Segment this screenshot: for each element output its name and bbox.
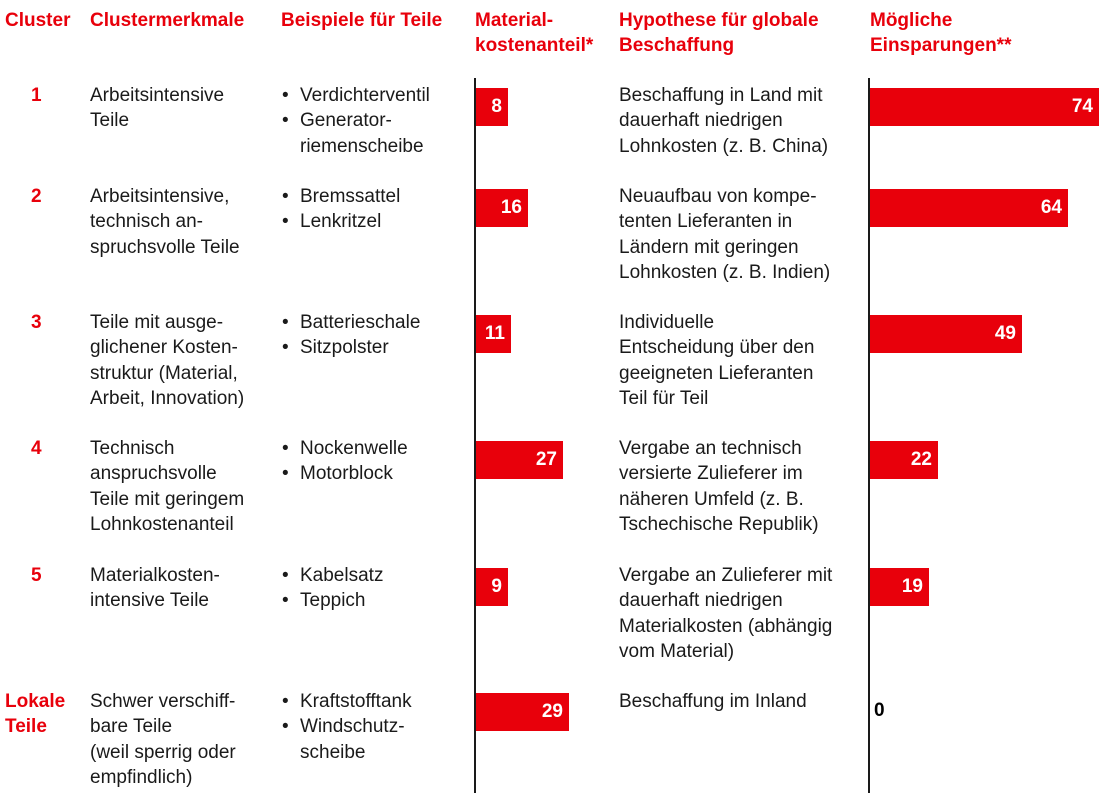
header-einsparungen-line-2: Einsparungen**: [870, 35, 1012, 56]
cluster-id: [31, 184, 42, 209]
text-line: scheibe: [300, 741, 366, 763]
text-line: Teile mit geringem: [90, 488, 245, 510]
example-parts-list: [281, 83, 430, 159]
example-parts-list: [281, 689, 412, 765]
text-line: Materialkosten-: [90, 565, 220, 586]
text-line: • Kraftstofftank: [300, 691, 412, 712]
text-line: • Lenkritzel: [300, 211, 382, 233]
text-line: • Verdichterventil: [300, 85, 430, 106]
text-line: Arbeitsintensive: [90, 85, 225, 106]
sourcing-hypothesis: [619, 436, 819, 537]
cluster-characteristics: [90, 184, 240, 260]
text-line: Ländern mit geringen: [619, 236, 799, 258]
savings-bar: [870, 189, 1068, 227]
example-part: [281, 108, 430, 159]
material-cost-bar-value: 8: [491, 96, 502, 117]
text-line: Schwer verschiff-: [90, 691, 236, 712]
text-line: intensive Teile: [90, 590, 210, 612]
sourcing-hypothesis: [619, 563, 832, 664]
text-line: glichener Kosten-: [90, 337, 238, 359]
cluster-id: [31, 83, 42, 108]
text-line: 4: [31, 438, 42, 459]
text-line: näheren Umfeld (z. B.: [619, 488, 804, 510]
material-cost-bar: [476, 189, 528, 227]
text-line: vom Material): [619, 640, 735, 662]
example-part: [281, 689, 412, 714]
text-line: Lohnkosten (z. B. China): [619, 135, 829, 157]
text-line: • Batterieschale: [300, 312, 421, 333]
header-beispiele: Beispiele für Teile: [281, 10, 443, 31]
text-line: tenten Lieferanten in: [619, 211, 793, 233]
material-cost-bar-value: 9: [491, 576, 502, 597]
sourcing-hypothesis: [619, 83, 828, 159]
cluster-characteristics: [90, 83, 224, 134]
savings-bar-value: 0: [874, 700, 885, 721]
material-cost-bar-value: 11: [484, 323, 505, 344]
savings-bar-value: 74: [1071, 96, 1093, 117]
text-line: struktur (Material,: [90, 362, 238, 384]
text-line: dauerhaft niedrigen: [619, 110, 783, 132]
text-line: Beschaffung in Land mit: [619, 85, 823, 106]
cluster-id: [5, 689, 65, 740]
savings-bar-value: 19: [901, 576, 923, 597]
text-line: Vergabe an technisch: [619, 438, 802, 459]
text-line: Vergabe an Zulieferer mit: [619, 565, 833, 586]
text-line: Neuaufbau von kompe-: [619, 186, 817, 207]
cluster-characteristics: [90, 436, 244, 537]
text-line: dauerhaft niedrigen: [619, 590, 783, 612]
savings-bar-value: 49: [994, 323, 1016, 344]
cluster-characteristics: [90, 689, 236, 790]
material-cost-bar: [476, 568, 508, 606]
cluster-id: [31, 563, 42, 588]
example-part: [281, 461, 408, 486]
sourcing-hypothesis: [619, 689, 807, 714]
text-line: • Teppich: [300, 590, 366, 612]
text-line: • Bremssattel: [300, 186, 401, 207]
text-line: 5: [31, 565, 42, 586]
material-cost-bar: [476, 693, 569, 731]
text-line: riemenscheibe: [300, 135, 424, 157]
text-line: Individuelle: [619, 312, 715, 333]
header-materialkostenanteil: [475, 8, 593, 58]
text-line: • Motorblock: [300, 463, 393, 485]
header-hypothese-line-2: Beschaffung: [619, 35, 735, 56]
cluster-id: [31, 310, 42, 335]
example-part: [281, 310, 420, 335]
text-line: Lohnkostenanteil: [90, 513, 234, 535]
example-part: [281, 83, 430, 108]
header-hypothese: [619, 8, 819, 58]
text-line: technisch an-: [90, 211, 204, 233]
cluster-id: [31, 436, 42, 461]
savings-bar: [870, 315, 1022, 353]
text-line: Teile mit ausge-: [90, 312, 224, 333]
header-einsparungen-line-1: Mögliche: [870, 10, 953, 31]
example-part: [281, 184, 400, 209]
text-line: (weil sperrig oder: [90, 741, 236, 763]
example-part: [281, 436, 408, 461]
material-cost-bar: [476, 88, 508, 126]
text-line: Tschechische Republik): [619, 513, 819, 535]
text-line: 3: [31, 312, 42, 333]
savings-bar: [870, 88, 1099, 126]
example-part: [281, 588, 383, 613]
cluster-characteristics: [90, 563, 220, 614]
savings-bar: [870, 441, 938, 479]
savings-bar-value: 64: [1040, 197, 1062, 218]
header-hypothese-line-1: Hypothese für globale: [619, 10, 819, 31]
text-line: Beschaffung im Inland: [619, 691, 807, 712]
material-cost-bar: [476, 315, 511, 353]
text-line: Teil für Teil: [619, 387, 709, 409]
sourcing-hypothesis: [619, 184, 830, 285]
sourcing-hypothesis: [619, 310, 814, 411]
header-einsparungen: [870, 8, 1011, 58]
text-line: geeigneten Lieferanten: [619, 362, 814, 384]
example-part: [281, 563, 383, 588]
example-part: [281, 335, 420, 360]
text-line: • Nockenwelle: [300, 438, 408, 459]
text-line: anspruchsvolle: [90, 463, 217, 485]
text-line: Teile: [5, 716, 47, 738]
header-materialkostenanteil-line-2: kostenanteil*: [475, 35, 594, 56]
text-line: • Kabelsatz: [300, 565, 384, 586]
material-cost-bar: [476, 441, 563, 479]
text-line: 1: [31, 85, 42, 106]
header-clustermerkmale: Clustermerkmale: [90, 10, 245, 31]
savings-axis-line: [868, 78, 870, 793]
text-line: Technisch: [90, 438, 175, 459]
text-line: spruchsvolle Teile: [90, 236, 240, 258]
example-parts-list: [281, 310, 420, 361]
example-parts-list: [281, 184, 400, 235]
text-line: Materialkosten (abhängig: [619, 615, 833, 637]
header-materialkostenanteil-line-1: Material-: [475, 10, 554, 31]
text-line: Entscheidung über den: [619, 337, 815, 359]
example-part: [281, 209, 400, 234]
cluster-characteristics: [90, 310, 244, 411]
example-parts-list: [281, 436, 408, 487]
savings-bar-value: 22: [910, 449, 932, 470]
text-line: Lokale: [5, 691, 66, 712]
text-line: Arbeitsintensive,: [90, 186, 230, 207]
header-cluster: Cluster: [5, 10, 71, 31]
text-line: • Sitzpolster: [300, 337, 389, 359]
material-axis-line: [474, 78, 476, 793]
text-line: • Windschutz-: [300, 716, 405, 738]
savings-bar: [870, 568, 929, 606]
material-cost-bar-value: 16: [500, 197, 522, 218]
text-line: versierte Zulieferer im: [619, 463, 803, 485]
text-line: bare Teile: [90, 716, 173, 738]
material-cost-bar-value: 27: [535, 449, 557, 470]
text-line: Arbeit, Innovation): [90, 387, 245, 409]
text-line: empfindlich): [90, 766, 193, 788]
text-line: 2: [31, 186, 42, 207]
text-line: Lohnkosten (z. B. Indien): [619, 261, 831, 283]
material-cost-bar-value: 29: [541, 701, 563, 722]
example-parts-list: [281, 563, 383, 614]
text-line: Teile: [90, 110, 130, 132]
text-line: • Generator-: [300, 110, 392, 132]
example-part: [281, 714, 412, 765]
